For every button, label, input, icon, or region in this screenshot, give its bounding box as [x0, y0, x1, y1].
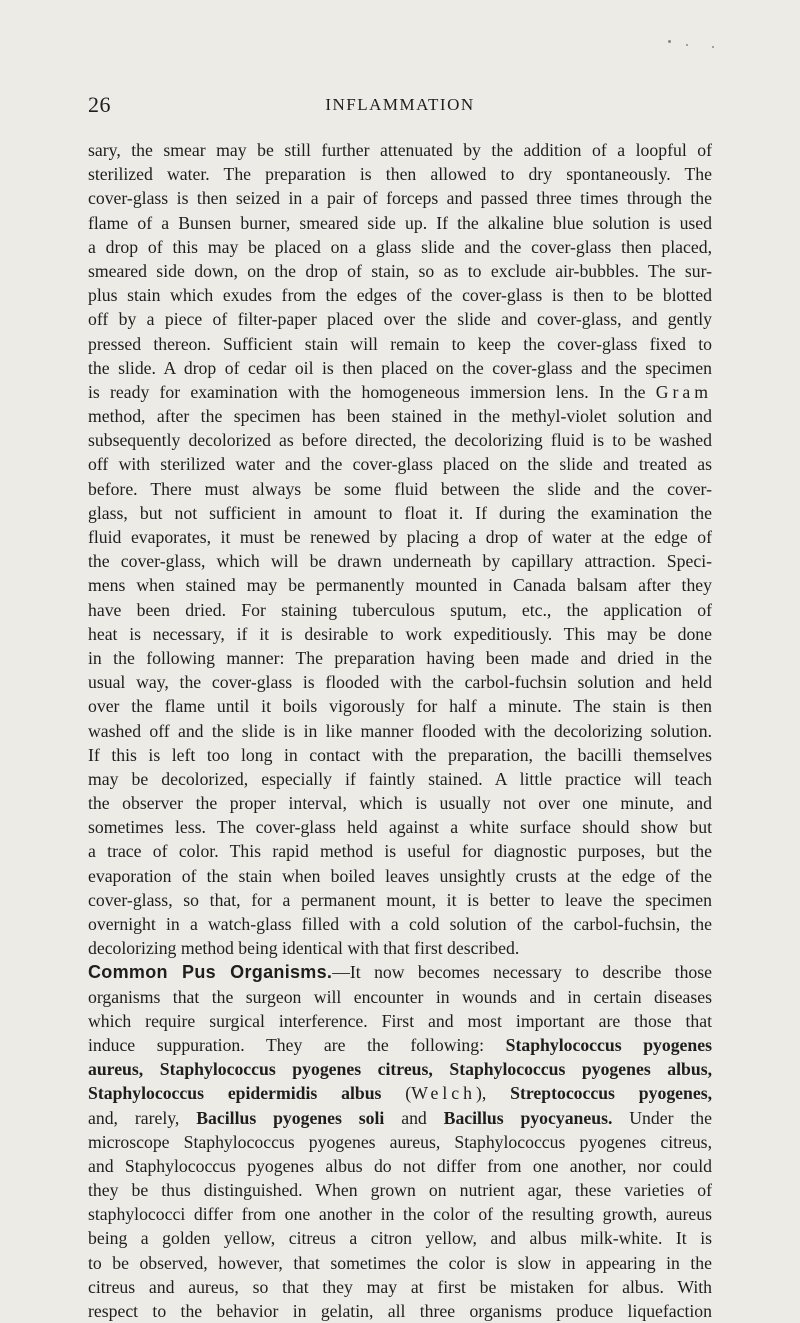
text-line: If this is left too long in contact with the preparation, the bacilli themselves	[88, 744, 712, 765]
text-line: organisms that the surgeon will encounter in wounds and in certain diseases	[88, 986, 712, 1007]
text-line: the cover-glass, which will be drawn underneath by capillary attraction. Speci-	[88, 551, 712, 572]
text-line: glass, but not sufficient in amount to float it. If during the examination the	[88, 502, 712, 523]
text-line: the observer the proper interval, which is usually not over one minute, and	[88, 793, 712, 814]
text-fragment: —It now becomes necessary to describe those	[332, 962, 713, 983]
organism-name: Staphylococcus epidermidis albus	[88, 1083, 382, 1104]
text-line: heat is necessary, if it is desirable to work expeditiously. This may be done	[88, 623, 712, 644]
text-line: plus stain which exudes from the edges of the cover-glass is then to be blotted	[88, 285, 712, 306]
text-line: mens when stained may be permanently mounted in Canada balsam after they	[88, 575, 712, 596]
text-fragment: (	[381, 1083, 412, 1104]
text-line	[88, 1081, 712, 1105]
text-line: the slide. A drop of cedar oil is then placed on the cover-glass and the specimen	[88, 357, 712, 378]
text-fragment: and	[384, 1107, 444, 1128]
text-line: sometimes less. The cover-glass held against a white surface should show but	[88, 817, 712, 838]
text-line: and Staphylococcus pyogenes albus do not differ from one another, nor could	[88, 1155, 712, 1176]
text-line: citreus and aureus, so that they may at first be mistaken for albus. With	[88, 1276, 712, 1297]
organism-names-line: aureus, Staphylococcus pyogenes citreus, Staphylococcus pyogenes albus,	[88, 1059, 712, 1080]
section-heading: Common Pus Organisms.	[88, 962, 333, 983]
text-line: may be decolorized, especially if faintly stained. A little practice will teach	[88, 768, 712, 789]
text-line: cover-glass, so that, for a permanent mount, it is better to leave the specimen	[88, 889, 712, 910]
text-line: flame of a Bunsen burner, smeared side up. If the alkaline blue solution is used	[88, 212, 712, 233]
paper-speck	[686, 44, 688, 46]
body-text	[88, 138, 712, 1323]
organism-name: Streptococcus pyogenes,	[510, 1083, 713, 1104]
paragraph-end-line: decolorizing method being identical with that first described.	[88, 938, 520, 959]
text-line: microscope Staphylococcus pyogenes aureus, Staphylococcus pyogenes citreus,	[88, 1131, 712, 1152]
organism-name: Bacillus pyogenes soli	[196, 1107, 385, 1128]
text-line: off by a piece of filter-paper placed over the slide and cover-glass, and gently	[88, 309, 712, 330]
text-fragment: Under the	[612, 1107, 712, 1128]
paper-speck	[712, 46, 714, 48]
text-line: method, after the specimen has been stained in the methyl-violet solution and	[88, 406, 712, 427]
text-line: they be thus distinguished. When grown on nutrient agar, these varieties of	[88, 1180, 712, 1201]
text-line: smeared side down, on the drop of stain, so as to exclude air-bubbles. The sur-	[88, 260, 712, 281]
text-line: to be observed, however, that sometimes the color is slow in appearing in the	[88, 1252, 712, 1273]
text-line: a trace of color. This rapid method is useful for diagnostic purposes, but the	[88, 841, 712, 862]
text-fragment: is ready for examination with the homogeneous immersion lens. In the	[88, 381, 646, 402]
author-name: Welch	[411, 1083, 476, 1104]
text-line: being a golden yellow, citreus a citron yellow, and albus milk-white. It is	[88, 1228, 712, 1249]
text-line: off with sterilized water and the cover-glass placed on the slide and treated as	[88, 454, 712, 475]
text-line: washed off and the slide is in like manner flooded with the decolorizing solution.	[88, 720, 712, 741]
text-line: evaporation of the stain when boiled leaves unsightly crusts at the edge of the	[88, 865, 712, 886]
text-fragment: induce suppuration. They are the following:	[88, 1034, 506, 1055]
text-fragment: ),	[475, 1083, 511, 1104]
gram-term: Gram	[655, 381, 712, 402]
text-line	[88, 1106, 712, 1130]
text-line: cover-glass is then seized in a pair of forceps and passed three times through the	[88, 188, 712, 209]
organism-name: Bacillus pyocyaneus.	[443, 1107, 613, 1128]
section-start-line	[88, 960, 712, 984]
text-line: pressed thereon. Sufficient stain will remain to keep the cover-glass fixed to	[88, 333, 712, 354]
paper-speck	[668, 40, 671, 43]
text-line: in the following manner: The preparation having been made and dried in the	[88, 647, 712, 668]
organism-name: Staphylococcus pyogenes	[505, 1034, 712, 1055]
text-line: sterilized water. The preparation is then allowed to dry spontaneously. The	[88, 164, 712, 185]
text-line	[88, 380, 712, 404]
page-header	[88, 92, 712, 122]
text-line: sary, the smear may be still further attenuated by the addition of a loopful of	[88, 140, 712, 160]
text-line: usual way, the cover-glass is flooded with the carbol-fuchsin solution and held	[88, 672, 712, 693]
text-line: staphylococci differ from one another in the color of the resulting growth, aureus	[88, 1204, 712, 1225]
text-fragment: and, rarely,	[88, 1107, 197, 1128]
page-number: 26	[88, 92, 111, 117]
text-line: have been dried. For staining tuberculous sputum, etc., the application of	[88, 599, 712, 620]
text-line: respect to the behavior in gelatin, all three organisms produce liquefaction	[88, 1301, 712, 1321]
text-line: subsequently decolorized as before directed, the decolorizing fluid is to be washed	[88, 430, 712, 451]
text-line: overnight in a watch-glass filled with a cold solution of the carbol-fuchsin, the	[88, 914, 712, 934]
text-line	[88, 1033, 712, 1057]
running-head: INFLAMMATION	[325, 95, 475, 114]
text-line: before. There must always be some fluid between the slide and the cover-	[88, 478, 712, 499]
text-line: which require surgical interference. First and most important are those that	[88, 1010, 712, 1031]
text-line: over the flame until it boils vigorously for half a minute. The stain is then	[88, 696, 712, 717]
text-line: a drop of this may be placed on a glass slide and the cover-glass then placed,	[88, 236, 712, 257]
text-line: fluid evaporates, it must be renewed by placing a drop of water at the edge of	[88, 527, 712, 547]
